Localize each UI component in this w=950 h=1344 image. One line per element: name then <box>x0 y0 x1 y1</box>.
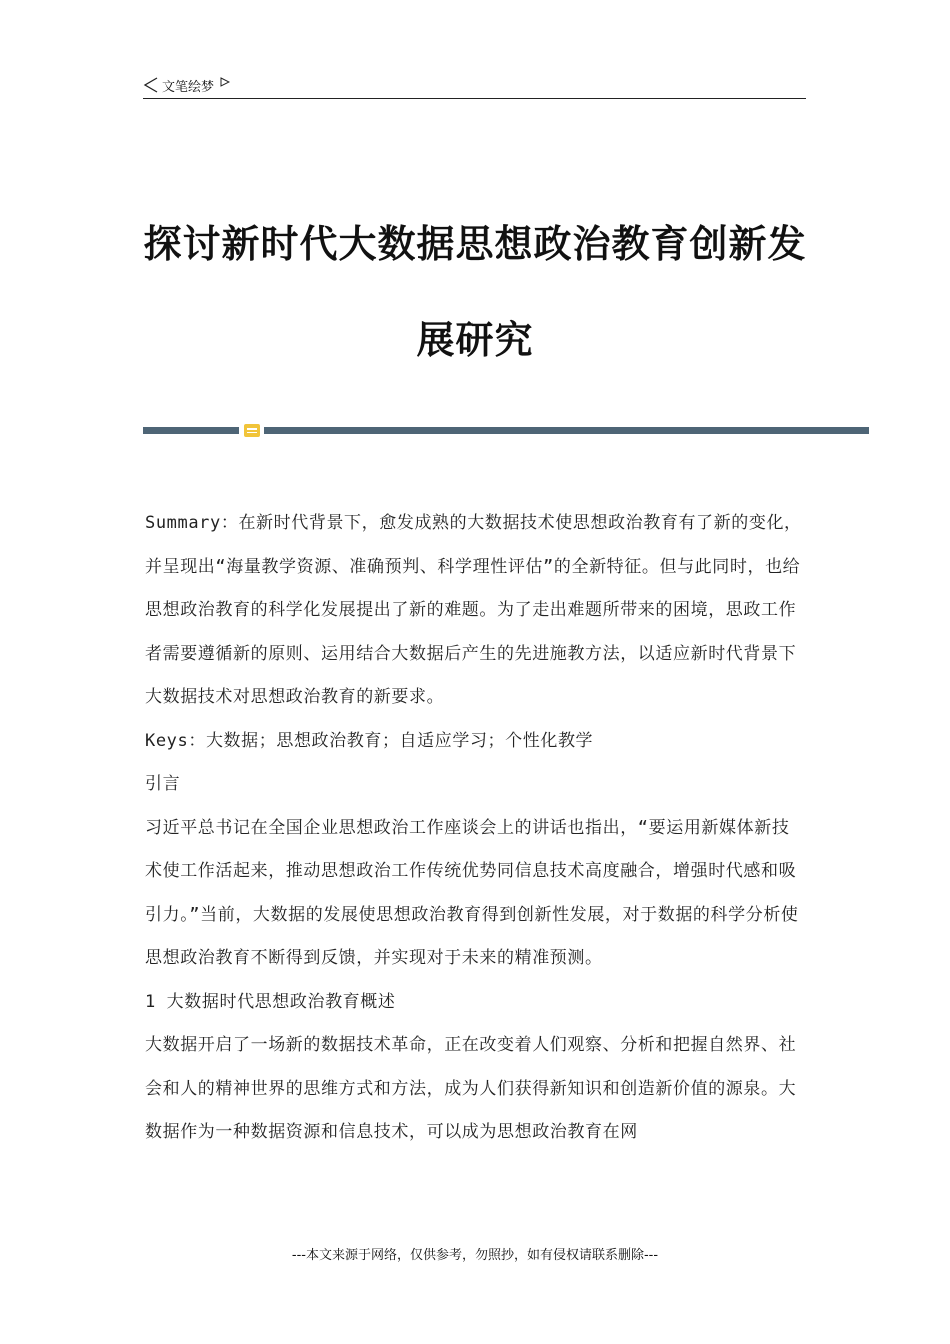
section-1-paragraph: 大数据开启了一场新的数据技术革命，正在改变着人们观察、分析和把握自然界、社会和人的精神世界的思维方式和方法，成为人们获得新知识和创造新价值的源泉。大数据作为一种数据资源和信息技术，可以成为思想政治教育在网 <box>145 1035 797 1142</box>
title-divider <box>143 424 869 438</box>
brand-name: 文笔绘梦 <box>162 79 215 95</box>
page-footer: ---本文来源于网络，仅供参考，勿照抄，如有侵权请联系删除--- <box>291 1248 659 1263</box>
summary-paragraph: Summary：在新时代背景下，愈发成熟的大数据技术使思想政治教育有了新的变化，并呈现出“海量教学资源、准确预判、科学理性评估”的全新特征。但与此同时，也给思想政治教育的科学化发展提出了新的难题。为了走出难题所带来的困境，思政工作者需要遵循新的原则、运用结合大数据后产生的先进施教方法，以适应新时代背景下大数据技术对思想政治教育的新要求。 <box>145 513 802 707</box>
divider-bar-left <box>143 427 239 434</box>
divider-badge-icon <box>244 424 260 437</box>
section-1-heading: 1 大数据时代思想政治教育概述 <box>145 991 396 1012</box>
triangle-right-icon <box>220 77 230 87</box>
intro-paragraph: 习近平总书记在全国企业思想政治工作座谈会上的讲话也指出，“要运用新媒体新技术使工作活起来，推动思想政治工作传统优势同信息技术高度融合，增强时代感和吸引力。”当前，大数据的发展使思想政治教育得到创新性发展，对于数据的科学分析使思想政治教育不断得到反馈，并实现对于未来的精准预测。 <box>145 817 799 968</box>
intro-heading: 引言 <box>145 774 181 794</box>
page-header <box>143 74 806 99</box>
divider-bar-right <box>264 427 869 434</box>
triangle-left-icon <box>143 77 159 93</box>
title-line-1: 探讨新时代大数据思想政治教育创新发 <box>143 221 807 266</box>
document-title <box>130 196 820 388</box>
title-line-2: 展研究 <box>416 317 534 362</box>
keywords-line: Keys：大数据；思想政治教育；自适应学习；个性化教学 <box>145 730 594 751</box>
document-body <box>145 502 805 1155</box>
brand <box>143 74 230 96</box>
